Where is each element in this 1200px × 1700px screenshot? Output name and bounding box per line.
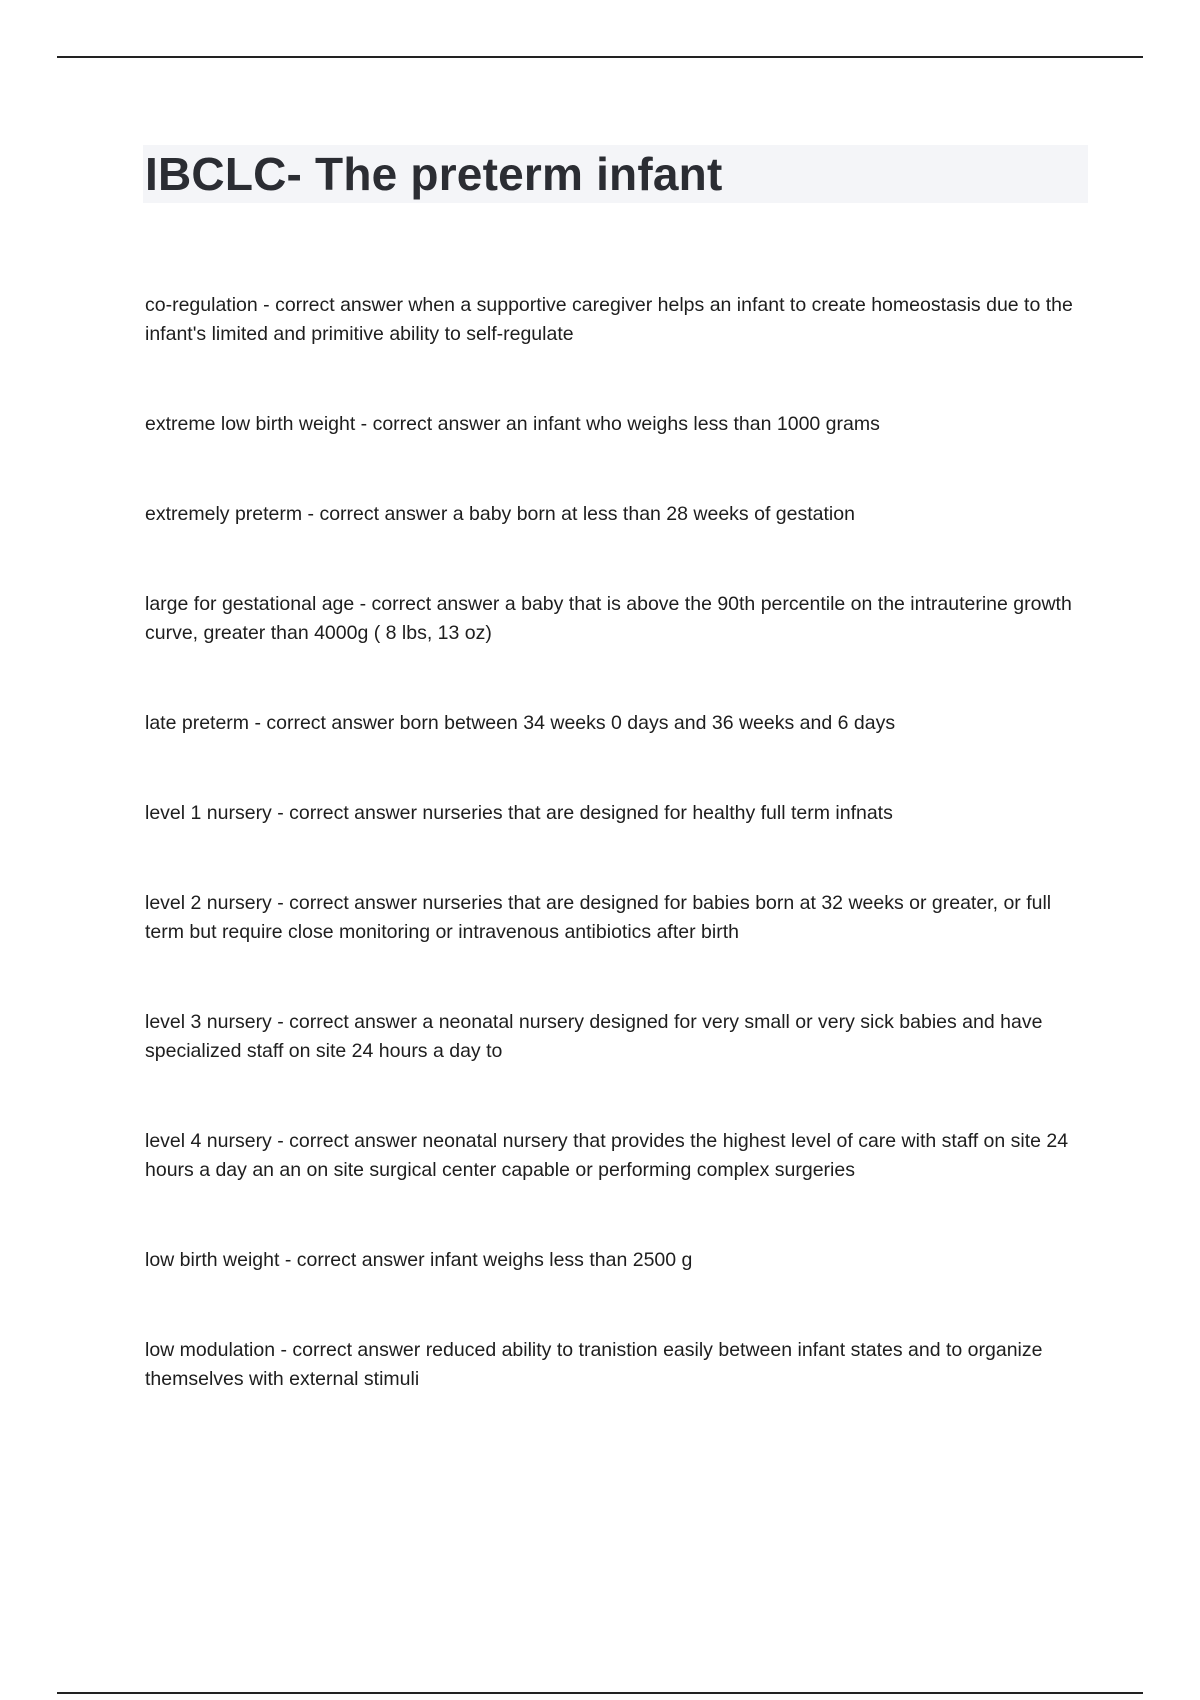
list-item: level 1 nursery - correct answer nurseries that are designed for healthy full term infnats <box>145 802 893 824</box>
list-item: large for gestational age - correct answer a baby that is above the 90th percentile on the intrauterine growth curve, greater than 4000g ( 8 lbs, 13 oz) <box>145 593 1072 644</box>
list-item: level 4 nursery - correct answer neonatal nursery that provides the highest level of care with staff on site 24 hours a day an an on site surgical center capable or performing complex surgeries <box>145 1130 1069 1181</box>
top-divider <box>57 56 1143 58</box>
list-item: low birth weight - correct answer infant weighs less than 2500 g <box>145 1249 693 1271</box>
list-item: level 2 nursery - correct answer nurseries that are designed for babies born at 32 weeks or greater, or full term but require close monitoring or intravenous antibiotics after birth <box>145 892 1052 943</box>
list-item: late preterm - correct answer born between 34 weeks 0 days and 36 weeks and 6 days <box>145 712 896 734</box>
list-item: co-regulation - correct answer when a supportive caregiver helps an infant to create homeostasis due to the infant's limited and primitive ability to self-regulate <box>145 294 1073 345</box>
list-item: extremely preterm - correct answer a baby born at less than 28 weeks of gestation <box>145 503 855 525</box>
list-item: low modulation - correct answer reduced ability to tranistion easily between infant states and to organize themselves with external stimuli <box>145 1339 1043 1390</box>
flashcard-list <box>145 291 1095 1455</box>
list-item: extreme low birth weight - correct answer an infant who weighs less than 1000 grams <box>145 413 880 435</box>
page-title: IBCLC- The preterm infant <box>145 148 723 200</box>
bottom-divider <box>57 1692 1143 1694</box>
list-item: level 3 nursery - correct answer a neonatal nursery designed for very small or very sick babies and have specialized staff on site 24 hours a day to <box>145 1011 1043 1062</box>
